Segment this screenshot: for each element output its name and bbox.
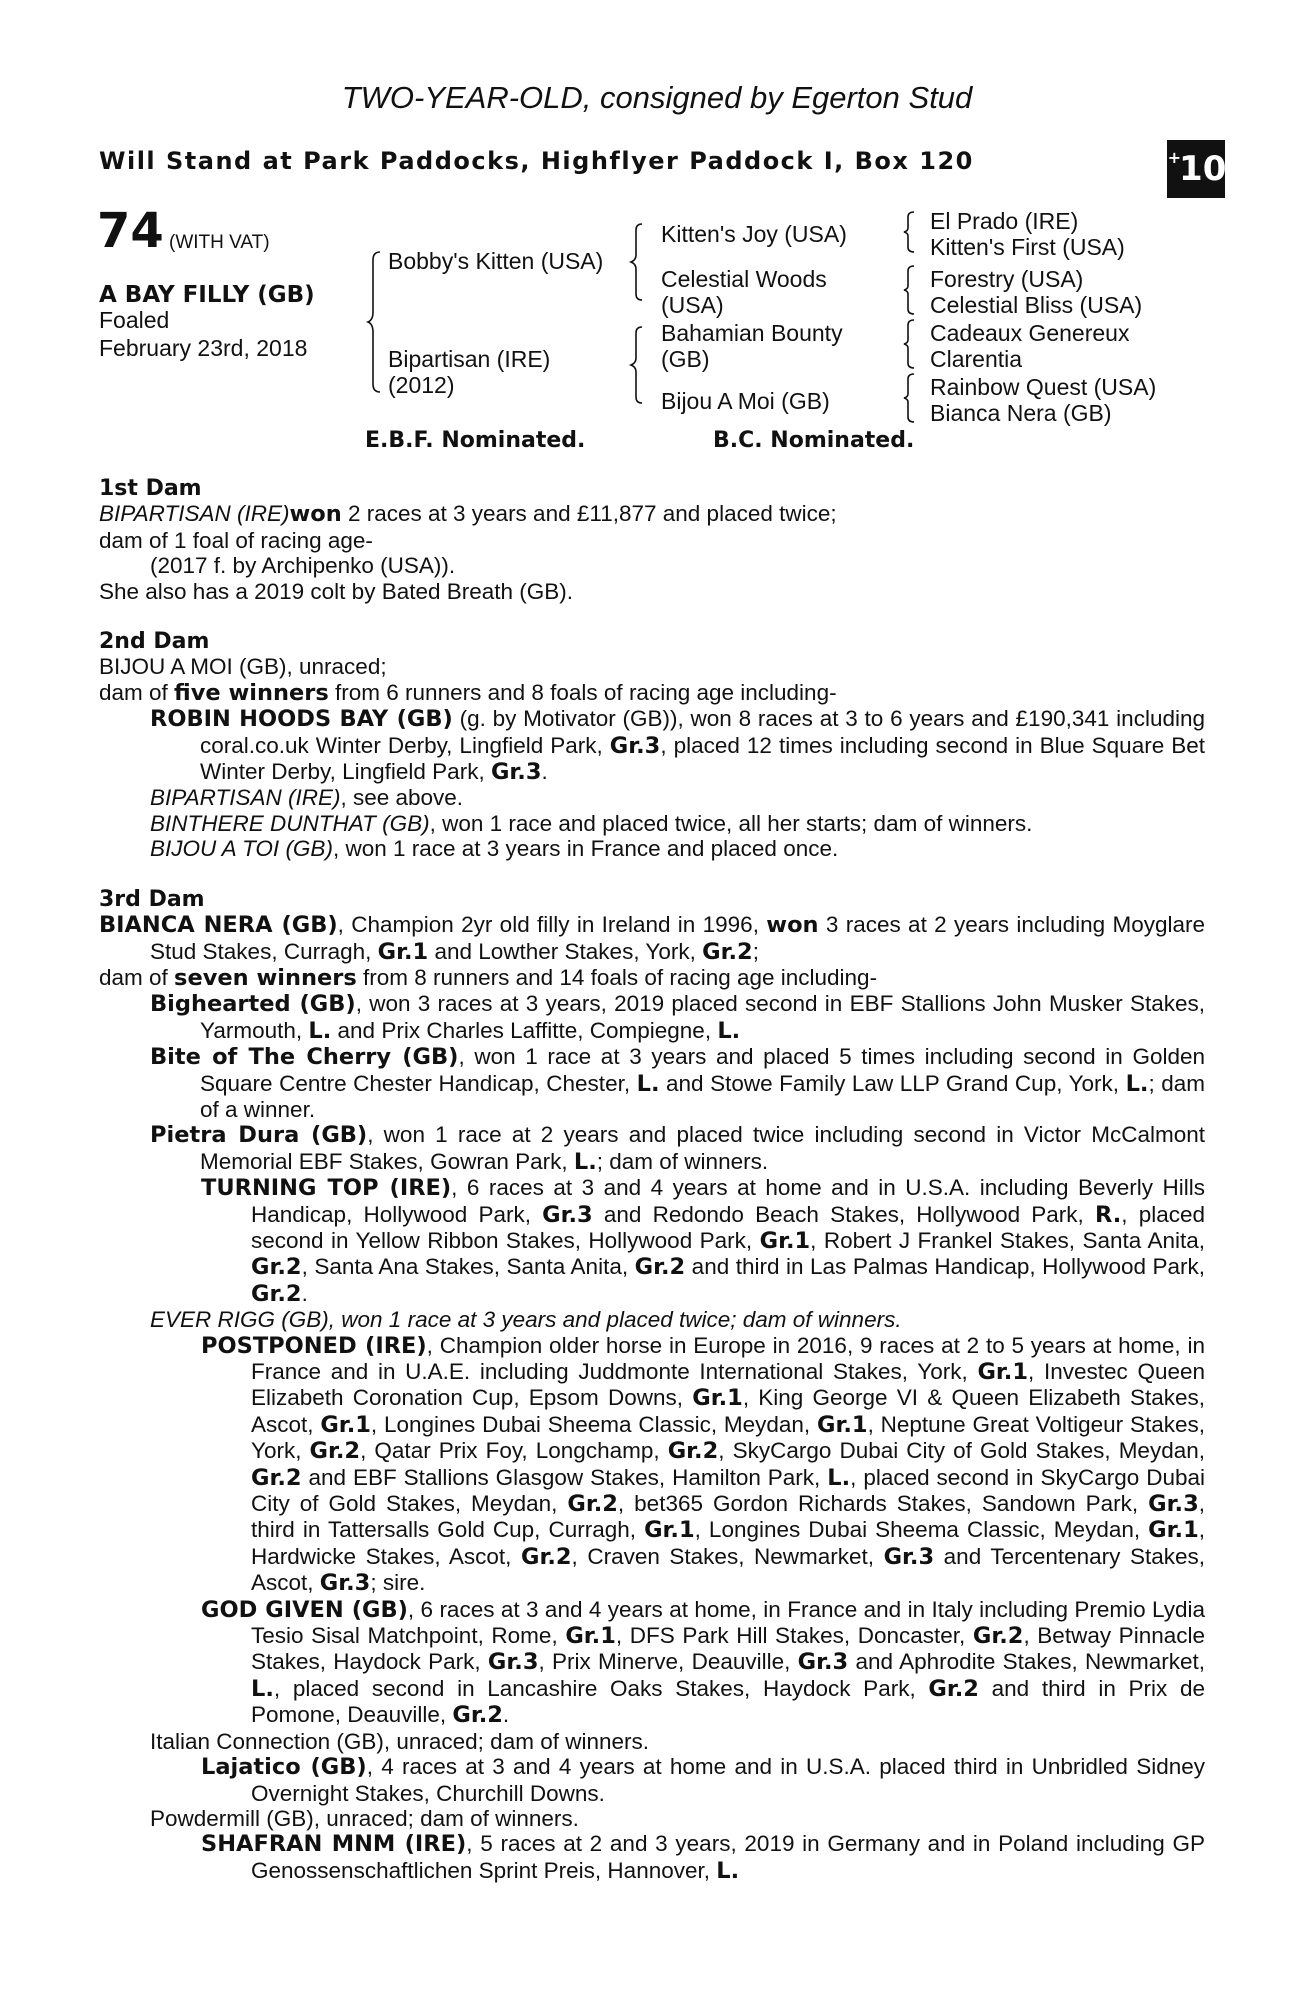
grade: L. (308, 1017, 332, 1044)
catalogue-body (99, 476, 1205, 1884)
race-text: , Betway Pinnacle Stakes, Haydock Park, (251, 1623, 1205, 1675)
grade: Gr.3 (319, 1570, 371, 1597)
race-text: , Robert J Frankel Stakes, Santa Anita, (810, 1227, 1205, 1253)
race-text: , Santa Ana Stakes, Santa Anita, (301, 1254, 635, 1280)
grade: Gr.1 (759, 1227, 811, 1254)
race-text: and Stowe Family Law LLP Grand Cup, York, (659, 1070, 1126, 1096)
horse-name: Bighearted (GB) (150, 991, 356, 1018)
pedigree-dds: Rainbow Quest (USA) (930, 374, 1157, 400)
race-text: , won 3 races at 3 years, 2019 placed second in EBF Stallions John Musker Stakes, Yarmouth, (200, 991, 1205, 1043)
horse-name: Bite of The Cherry (GB) (150, 1044, 459, 1071)
produce-pietra-dura (99, 1122, 1205, 1175)
race-text: , placed second in SkyCargo Dubai City of Gold Stakes, Meydan, (251, 1464, 1206, 1517)
second-dam-line: BIJOU A MOI (GB), unraced; (99, 654, 387, 680)
grade: L. (251, 1675, 274, 1702)
race-text: and third in Las Palmas Handicap, Hollywood Park, (685, 1254, 1206, 1280)
produce-turning-top (99, 1175, 1205, 1307)
pedigree-bracket-sd (904, 264, 916, 316)
dam-of-rest: from 6 runners and 8 foals of racing age including- (328, 679, 837, 705)
bc-nominated: B.C. Nominated. (713, 428, 915, 453)
pedigree-sire-dam-line2: (USA) (661, 292, 724, 318)
winners-count: seven winners (174, 964, 357, 991)
foaled-label: Foaled (99, 307, 170, 333)
grade: Gr.3 (490, 759, 542, 786)
grade: Gr.1 (1148, 1517, 1199, 1544)
pedigree-bracket-dam (631, 325, 645, 405)
race-text: , won 1 race at 2 years and placed twice including second in Victor McCalmont Memorial EBF Stakes, Gowran Park, (200, 1122, 1205, 1174)
dam-of-text: dam of (99, 964, 175, 990)
badge-number: 10 (1179, 149, 1227, 189)
race-text: , DFS Park Hill Stakes, Doncaster, (615, 1623, 973, 1649)
second-dam-heading: 2nd Dam (99, 629, 210, 655)
race-text: ; (752, 938, 759, 964)
grade: Gr.1 (644, 1517, 695, 1544)
pedigree-sdd: Celestial Bliss (USA) (930, 292, 1143, 318)
pedigree-dsd: Clarentia (930, 346, 1023, 372)
first-dam-line (99, 501, 1205, 527)
grade: Gr.3 (487, 1649, 539, 1676)
race-text: ; sire. (370, 1570, 426, 1596)
dam-of-rest: from 8 runners and 14 foals of racing age including- (356, 964, 878, 990)
produce-bipartisan (99, 785, 1205, 810)
vat-note: (WITH VAT) (169, 232, 270, 253)
stand-location: Will Stand at Park Paddocks, Highflyer Paddock I, Box 120 (99, 147, 974, 175)
pedigree-sire-sire: Kitten's Joy (USA) (661, 221, 847, 247)
race-text: , see above. (340, 785, 464, 811)
grade: Gr.3 (542, 1201, 593, 1228)
grade: Gr.2 (972, 1623, 1024, 1650)
race-text: , placed 12 times including second in Blue Square Bet Winter Derby, Lingfield Park, (200, 732, 1205, 785)
grade: Gr.3 (797, 1649, 849, 1676)
race-text: , 6 races at 3 and 4 years at home, in France and in Italy including Premio Lydia Tesio Sisal Matchpoint, Rome, (251, 1596, 1205, 1649)
produce-bighearted (99, 991, 1205, 1044)
grade: Gr.2 (667, 1438, 719, 1465)
race-text: , won 1 race and placed twice, all her starts; dam of winners. (429, 810, 1033, 836)
first-dam-foals: dam of 1 foal of racing age- (99, 527, 373, 553)
first-dam-text: 2 races at 3 years and £11,877 and placed twice; (341, 501, 837, 527)
produce-powdermill: Powdermill (GB), unraced; dam of winners. (150, 1805, 579, 1831)
race-text: , won 1 race at 3 years and placed 5 times including second in Golden Square Centre Chester Handicap, Chester, (200, 1044, 1205, 1096)
race-text: and Aphrodite Stakes, Newmarket, (848, 1649, 1205, 1675)
race-text: and Lowther Stakes, York, (428, 938, 703, 964)
dam-of-text: dam of (99, 679, 175, 705)
third-dam-produce (99, 965, 1205, 991)
ebf-nominated: E.B.F. Nominated. (365, 428, 586, 453)
race-text: . (502, 1702, 510, 1728)
grade: Gr.2 (309, 1438, 361, 1465)
race-text: , King George VI & Queen Elizabeth Stakes, Ascot, (251, 1385, 1206, 1437)
badge-plus: + (1167, 147, 1182, 167)
pedigree-ssd: Kitten's First (USA) (930, 234, 1125, 260)
pedigree-sire: Bobby's Kitten (USA) (388, 248, 604, 274)
grade: L. (636, 1070, 660, 1097)
race-text: and Prix Charles Laffitte, Compiegne, (331, 1017, 718, 1043)
first-dam-heading: 1st Dam (99, 476, 202, 501)
horse-name: ROBIN HOODS BAY (GB) (150, 706, 453, 733)
pedigree-dam-sire-line2: (GB) (661, 346, 710, 372)
second-dam-produce (99, 680, 1205, 706)
grade: Gr.1 (817, 1411, 868, 1438)
grade: Gr.2 (452, 1702, 503, 1729)
produce-ever-rigg (99, 1307, 1205, 1332)
horse-name: POSTPONED (IRE) (201, 1332, 427, 1359)
produce-binthere-dunthat (99, 811, 1205, 836)
grade: Gr.3 (609, 732, 661, 759)
race-text: , won 1 race at 3 years and placed twice; dam of winners. (328, 1307, 902, 1333)
pedigree-dss: Cadeaux Genereux (930, 320, 1130, 346)
grade: Gr.2 (702, 938, 753, 965)
horse-name: BINTHERE DUNTHAT (GB) (150, 810, 430, 836)
grade: L. (827, 1464, 851, 1491)
grade: Gr.2 (567, 1491, 618, 1518)
pedigree-ddd: Bianca Nera (GB) (930, 400, 1112, 426)
produce-robin-hoods-bay (99, 706, 1205, 785)
race-text: , Prix Minerve, Deauville, (538, 1649, 798, 1675)
grade: Gr.2 (520, 1543, 572, 1570)
produce-postponed (99, 1333, 1205, 1597)
grade: L. (573, 1148, 597, 1175)
grade: Gr.2 (928, 1675, 979, 1702)
pedigree-sire-dam-line1: Celestial Woods (661, 266, 827, 292)
grade: Gr.2 (634, 1254, 686, 1281)
grade: Gr.1 (692, 1385, 743, 1412)
grade: Gr.3 (883, 1543, 935, 1570)
horse-name: BIANCA NERA (GB) (99, 912, 338, 939)
race-text: , Champion 2yr old filly in Ireland in 1996, (337, 912, 767, 938)
grade: Gr.3 (1148, 1491, 1199, 1518)
race-text: , Longines Dubai Sheema Classic, Meydan, (694, 1517, 1149, 1543)
race-text: ; dam of winners. (596, 1148, 769, 1174)
horse-name: EVER RIGG (GB) (150, 1307, 329, 1333)
grade: Gr.2 (251, 1254, 302, 1281)
grade: Gr.2 (251, 1464, 302, 1491)
grade: L. (717, 1017, 741, 1044)
produce-lajatico (99, 1754, 1205, 1806)
race-text: (g. by Motivator (GB)), won 8 races at 3 to 6 years and £190,341 including coral.co.uk Winter Derby, Lingfield Park, (200, 706, 1205, 758)
lot-name: A BAY FILLY (GB) (99, 282, 315, 308)
grade: Gr.1 (320, 1411, 371, 1438)
produce-god-given (99, 1597, 1205, 1729)
grade: Gr.1 (977, 1359, 1028, 1385)
pedigree-bracket-gen1 (368, 250, 382, 395)
horse-name: Lajatico (GB) (201, 1754, 367, 1781)
race-text: and Redondo Beach Stakes, Hollywood Park, (592, 1201, 1095, 1227)
race-text: , Qatar Prix Foy, Longchamp, (360, 1438, 668, 1464)
page-header: TWO-YEAR-OLD, consigned by Egerton Stud (341, 80, 973, 115)
race-text: , placed second in Lancashire Oaks Stakes, Haydock Park, (273, 1675, 929, 1701)
pedigree-bracket-ds (904, 318, 916, 370)
race-text: ; dam of a winner. (200, 1070, 1205, 1122)
pedigree-bracket-ss (904, 210, 916, 254)
lot-badge (1167, 140, 1225, 198)
produce-italian-connection: Italian Connection (GB), unraced; dam of winners. (150, 1728, 649, 1754)
race-text: , placed second in Yellow Ribbon Stakes, Hollywood Park, (251, 1201, 1205, 1253)
race-text: , Neptune Great Voltigeur Stakes, York, (251, 1411, 1205, 1464)
horse-name: GOD GIVEN (GB) (201, 1596, 408, 1623)
produce-shafran-mnm (99, 1831, 1205, 1884)
race-text: and Tercentenary Stakes, Ascot, (251, 1543, 1205, 1596)
first-dam-note: She also has a 2019 colt by Bated Breath (GB). (99, 578, 574, 604)
pedigree-bracket-sire (631, 222, 645, 302)
produce-bijou-a-toi (99, 836, 1205, 861)
first-dam-won: won (289, 501, 342, 528)
pedigree-dam-line2: (2012) (388, 372, 455, 398)
winners-count: five winners (174, 679, 329, 706)
grade: L. (1125, 1070, 1149, 1097)
race-text: , bet365 Gordon Richards Stakes, Sandown Park, (617, 1491, 1149, 1517)
first-dam-name: BIPARTISAN (IRE) (99, 501, 290, 527)
race-text: , Longines Dubai Sheema Classic, Meydan, (370, 1411, 817, 1437)
race-text: . (301, 1280, 308, 1306)
foaled-date: February 23rd, 2018 (99, 335, 308, 361)
grade: Gr.1 (565, 1623, 616, 1650)
race-text: , SkyCargo Dubai City of Gold Stakes, Meydan, (718, 1438, 1205, 1464)
pedigree-sds: Forestry (USA) (930, 266, 1084, 292)
pedigree-dam-line1: Bipartisan (IRE) (388, 346, 551, 372)
race-text: and EBF Stallions Glasgow Stakes, Hamilton Park, (301, 1464, 828, 1490)
race-text: , 6 races at 3 and 4 years at home and in U.S.A. including Beverly Hills Handicap, Hollywood Park, (251, 1175, 1205, 1227)
third-dam-bianca-nera (99, 912, 1205, 965)
race-text: , won 1 race at 3 years in France and placed once. (332, 836, 839, 862)
first-dam-foal-entry: (2017 f. by Archipenko (USA)). (150, 553, 456, 579)
race-text: , 4 races at 3 and 4 years at home and in U.S.A. placed third in Unbridled Sidney Overnight Stakes, Churchill Downs. (251, 1754, 1205, 1806)
race-text: , 5 races at 2 and 3 years, 2019 in Germany and in Poland including GP Genossenschaftlichen Sprint Preis, Hannover, (251, 1831, 1205, 1883)
horse-name: BIJOU A TOI (GB) (150, 836, 333, 862)
race-text: . (541, 759, 548, 785)
pedigree-dam-dam: Bijou A Moi (GB) (661, 388, 830, 414)
grade: R. (1094, 1201, 1122, 1228)
race-text: 3 races at 2 years including Moyglare Stud Stakes, Curragh, (150, 912, 1205, 964)
grade: Gr.1 (377, 938, 429, 965)
horse-name: Pietra Dura (GB) (150, 1122, 368, 1149)
produce-bite-of-the-cherry (99, 1044, 1205, 1122)
race-text: , third in Tattersalls Gold Cup, Curragh, (251, 1491, 1205, 1543)
lot-number: 74 (97, 203, 164, 259)
grade: L. (716, 1857, 740, 1884)
grade: Gr.2 (251, 1280, 302, 1307)
horse-name: BIPARTISAN (IRE) (150, 785, 341, 811)
race-text: and third in Prix de Pomone, Deauville, (251, 1675, 1205, 1728)
won-word: won (766, 912, 819, 939)
race-text: , Champion older horse in Europe in 2016, 9 races at 2 to 5 years at home, in France and in U.A.E. including Juddmonte International Stakes, York, (251, 1332, 1205, 1384)
pedigree-sss: El Prado (IRE) (930, 208, 1079, 234)
third-dam-heading: 3rd Dam (99, 886, 205, 912)
pedigree-dam-sire-line1: Bahamian Bounty (661, 320, 843, 346)
race-text: , Craven Stakes, Newmarket, (571, 1543, 884, 1569)
horse-name: TURNING TOP (IRE) (201, 1175, 452, 1202)
horse-name: SHAFRAN MNM (IRE) (201, 1831, 467, 1858)
race-text: , Hardwicke Stakes, Ascot, (251, 1517, 1205, 1569)
pedigree-bracket-dd (904, 372, 916, 424)
race-text: , Investec Queen Elizabeth Coronation Cup, Epsom Downs, (251, 1359, 1205, 1411)
